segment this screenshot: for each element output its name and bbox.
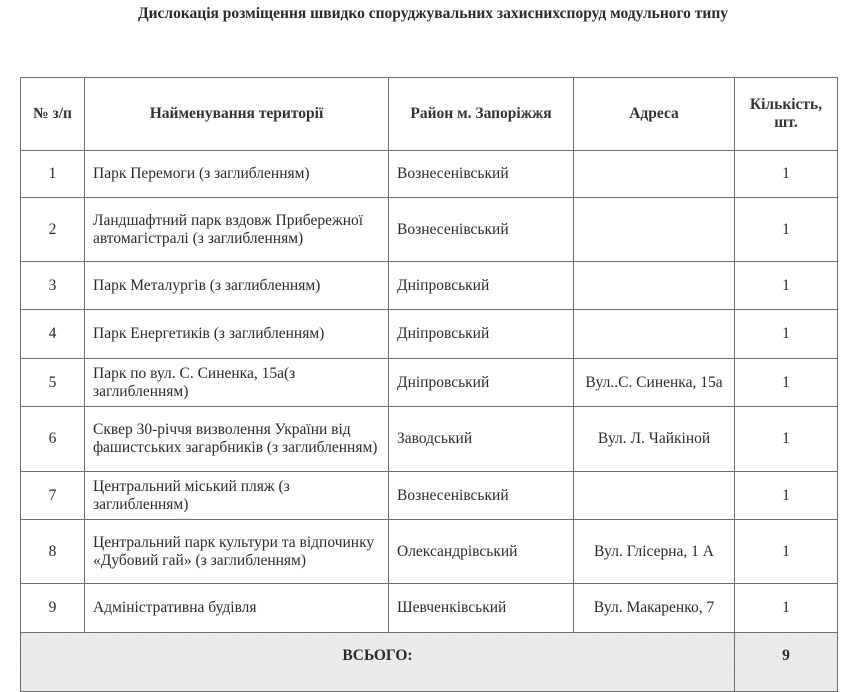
total-row: [21, 633, 838, 692]
header-name: Найменування території: [85, 78, 389, 151]
cell-name: Центральний міський пляж (з заглибленням): [85, 472, 389, 520]
cell-name: Парк по вул. С. Синенка, 15а(з заглибленням): [85, 359, 389, 407]
cell-address: [574, 472, 735, 520]
cell-name: Парк Металургів (з заглибленням): [85, 262, 389, 310]
header-num: № з/п: [21, 78, 85, 151]
cell-district: Вознесенівський: [389, 151, 574, 198]
cell-num: 5: [21, 359, 85, 407]
cell-num: 6: [21, 407, 85, 472]
cell-num: 2: [21, 198, 85, 262]
cell-num: 1: [21, 151, 85, 198]
table-header-row: [21, 78, 838, 151]
cell-district: Дніпровський: [389, 310, 574, 359]
cell-district: Дніпровський: [389, 359, 574, 407]
cell-num: 4: [21, 310, 85, 359]
cell-district: Дніпровський: [389, 262, 574, 310]
cell-name: Парк Перемоги (з заглибленням): [85, 151, 389, 198]
header-district: Район м. Запоріжжя: [389, 78, 574, 151]
cell-count: 1: [735, 407, 838, 472]
table-row: [21, 262, 838, 310]
cell-address: [574, 262, 735, 310]
cell-name: Ландшафтний парк вздовж Прибережної автомагістралі (з заглибленням): [85, 198, 389, 262]
cell-count: 1: [735, 520, 838, 584]
header-count: Кількість, шт.: [735, 78, 838, 151]
cell-count: 1: [735, 151, 838, 198]
cell-address: Вул. Глісерна, 1 А: [574, 520, 735, 584]
table-row: [21, 359, 838, 407]
cell-district: Олександрівський: [389, 520, 574, 584]
cell-name: Сквер 30-річчя визволення України від фашистських загарбників (з заглибленням): [85, 407, 389, 472]
cell-address: [574, 310, 735, 359]
total-value: 9: [735, 633, 838, 692]
table-row: [21, 584, 838, 633]
table-row: [21, 151, 838, 198]
header-address: Адреса: [574, 78, 735, 151]
cell-district: Заводський: [389, 407, 574, 472]
cell-address: [574, 198, 735, 262]
cell-name: Адміністративна будівля: [85, 584, 389, 633]
cell-count: 1: [735, 262, 838, 310]
table-row: [21, 310, 838, 359]
cell-address: [574, 151, 735, 198]
shelters-table: [20, 77, 838, 692]
cell-address: Вул. Л. Чайкіной: [574, 407, 735, 472]
cell-address: Вул. Макаренко, 7: [574, 584, 735, 633]
cell-count: 1: [735, 310, 838, 359]
table-row: [21, 407, 838, 472]
cell-num: 9: [21, 584, 85, 633]
cell-num: 3: [21, 262, 85, 310]
cell-count: 1: [735, 472, 838, 520]
cell-district: Вознесенівський: [389, 198, 574, 262]
table-row: [21, 472, 838, 520]
cell-address: Вул..С. Синенка, 15а: [574, 359, 735, 407]
table-row: [21, 198, 838, 262]
cell-name: Центральний парк культури та відпочинку «Дубовий гай» (з заглибленням): [85, 520, 389, 584]
cell-num: 7: [21, 472, 85, 520]
cell-num: 8: [21, 520, 85, 584]
cell-district: Шевченківський: [389, 584, 574, 633]
cell-count: 1: [735, 198, 838, 262]
table-row: [21, 520, 838, 584]
total-label: ВСЬОГО:: [21, 633, 735, 692]
cell-count: 1: [735, 359, 838, 407]
cell-count: 1: [735, 584, 838, 633]
cell-district: Вознесенівський: [389, 472, 574, 520]
cell-name: Парк Енергетиків (з заглибленням): [85, 310, 389, 359]
document-title: Дислокація розміщення швидко споруджувальних захиснихспоруд модульного типу: [137, 5, 729, 22]
